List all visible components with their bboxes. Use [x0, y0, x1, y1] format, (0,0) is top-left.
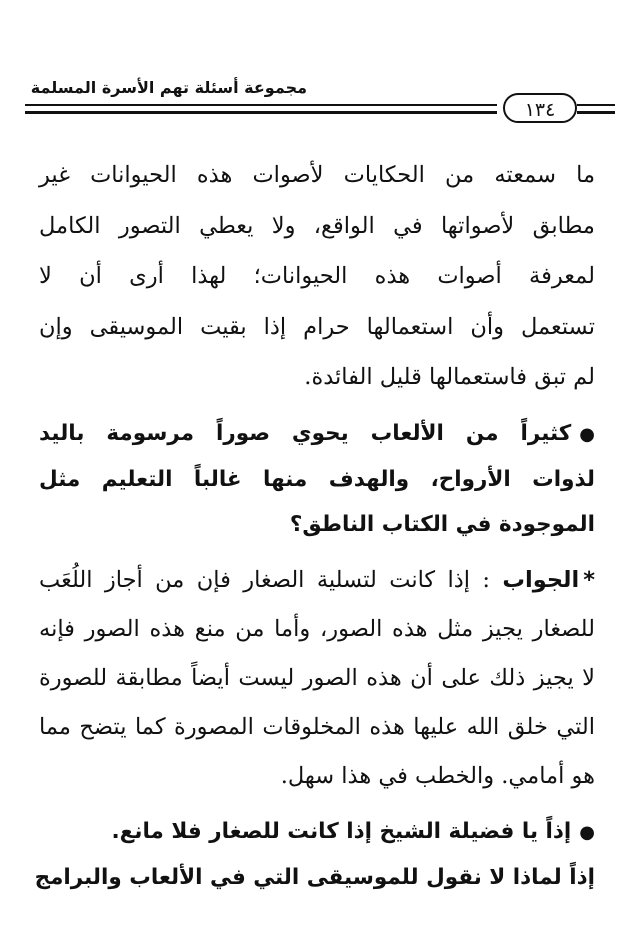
header-rule-bottom-right	[577, 111, 615, 114]
question-text: كثيراً من الألعاب يحوي صوراً مرسومة باليد	[39, 420, 572, 446]
answer-label: الجواب	[502, 566, 580, 593]
text-line: تستعمل وأن استعمالها حرام إذا بقيت الموسيقى وإن	[39, 313, 595, 340]
text-line: لمعرفة أصوات هذه الحيوانات؛ لهذا أرى أن لا	[39, 263, 595, 289]
text-line: التي خلق الله عليها هذه المخلوقات المصورة كما يتضح مما	[39, 713, 595, 740]
answer-paragraph	[39, 556, 595, 801]
text-line: للصغار يجيز مثل هذه الصور، وأما من منع هذه الصور فإنه	[39, 615, 595, 642]
answer-text: : إذا كانت لتسلية الصغار فإن من أجاز اللُعَب	[39, 566, 491, 593]
running-title: مجموعة أسئلة تهم الأسرة المسلمة	[30, 78, 307, 97]
bullet-icon: ●	[579, 821, 595, 843]
text-line: لذوات الأرواح، والهدف منها غالباً التعليم مثل	[39, 466, 595, 492]
text-line: إذاً لماذا لا نقول للموسيقى التي في الألعاب والبرامج	[34, 864, 595, 890]
paragraph-plain	[39, 150, 595, 403]
header-rule-top-right	[577, 104, 615, 106]
text-line: لا يجيز ذلك على أن هذه الصور ليست أيضاً مطابقة للصورة	[39, 664, 595, 691]
question-paragraph	[34, 809, 595, 900]
text-line	[39, 411, 595, 457]
text-line: هو أمامي. والخطب في هذا سهل.	[280, 762, 595, 789]
text-line: مطابق لأصواتها في الواقع، ولا يعطي التصور الكامل	[39, 212, 595, 239]
text-line	[39, 809, 595, 855]
text-line: الموجودة في الكتاب الناطق؟	[289, 511, 595, 537]
bullet-icon: ●	[579, 423, 595, 445]
page-number: ١٣٤	[503, 93, 577, 123]
text-line: لم تبق فاستعمالها قليل الفائدة.	[304, 364, 595, 390]
page-body	[34, 150, 595, 900]
header-rule-top	[25, 104, 497, 106]
text-line: ما سمعته من الحكايات لأصوات هذه الحيوانات غير	[39, 162, 595, 188]
text-line	[39, 556, 595, 605]
asterisk-icon: *	[583, 566, 595, 593]
question-paragraph	[39, 411, 595, 547]
header-rule-bottom	[25, 111, 497, 114]
question-text: إذاً يا فضيلة الشيخ إذا كانت للصغار فلا مانع.	[111, 818, 572, 844]
